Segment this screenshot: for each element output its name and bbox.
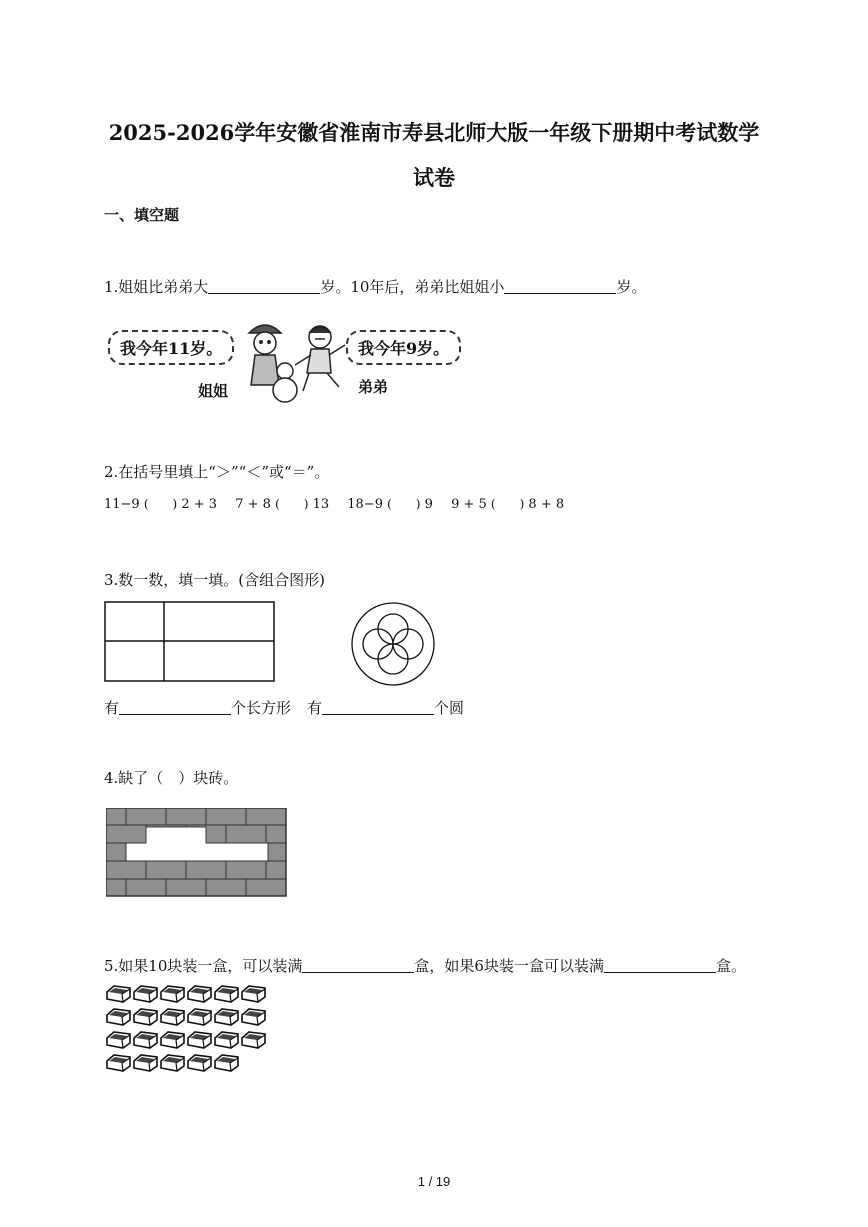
soap-bar-icon bbox=[107, 1009, 130, 1025]
rectangles-figure bbox=[104, 601, 276, 683]
page-number: 1 / 19 bbox=[417, 1174, 451, 1189]
answer-blank[interactable] bbox=[504, 278, 616, 294]
answer-blank[interactable] bbox=[302, 957, 414, 973]
soap-bar-icon bbox=[134, 986, 157, 1002]
question-5 bbox=[104, 955, 746, 976]
soap-bar-icon bbox=[188, 986, 211, 1002]
soap-bar-icon bbox=[188, 1055, 211, 1071]
soap-bar-icon bbox=[134, 1055, 157, 1071]
answer-blank[interactable] bbox=[208, 278, 320, 294]
compare-left: 9 + 5 bbox=[451, 497, 487, 512]
compare-left: 7 + 8 bbox=[235, 497, 271, 512]
soap-bar-icon bbox=[215, 986, 238, 1002]
soap-bar-icon bbox=[242, 986, 265, 1002]
soap-bar-icon bbox=[107, 1032, 130, 1048]
answer-blank[interactable] bbox=[322, 699, 434, 715]
soap-bar-icon bbox=[188, 1009, 211, 1025]
soap-bars-figure bbox=[104, 982, 279, 1074]
compare-right: 2 + 3 bbox=[181, 497, 218, 512]
soap-bar-icon bbox=[242, 1009, 265, 1025]
compare-right: 8 + 8 bbox=[528, 497, 565, 512]
compare-left: 11−9 bbox=[104, 497, 140, 512]
question-4: 4.缺了（ ）块砖。 bbox=[104, 769, 239, 787]
comparison-row bbox=[104, 495, 564, 512]
answer-paren[interactable]: ( ) bbox=[275, 497, 309, 511]
soap-bar-icon bbox=[134, 1009, 157, 1025]
soap-bar-icon bbox=[215, 1055, 238, 1071]
speech-bubble-sister: 我今年11岁。 bbox=[108, 330, 234, 365]
q1-text-c: 岁。 bbox=[616, 278, 647, 296]
q1-text-b: 岁。10年后，弟弟比姐姐小 bbox=[320, 278, 505, 296]
compare-right: 13 bbox=[312, 497, 330, 512]
q3-has-label: 有 bbox=[307, 699, 323, 717]
q5-text-b: 盒，如果6块装一盒可以装满 bbox=[414, 957, 604, 975]
soap-bar-icon bbox=[161, 1009, 184, 1025]
question-3: 3.数一数，填一填。(含组合图形) bbox=[104, 571, 326, 589]
soap-bar-icon bbox=[134, 1032, 157, 1048]
q3-circle-suffix: 个圆 bbox=[434, 699, 465, 717]
soap-bar-icon bbox=[161, 1055, 184, 1071]
label-brother: 弟弟 bbox=[358, 378, 389, 396]
soap-bar-icon bbox=[107, 1055, 130, 1071]
soap-bar-icon bbox=[161, 1032, 184, 1048]
answer-paren[interactable]: ( ) bbox=[490, 497, 525, 511]
soap-bar-icon bbox=[215, 1032, 238, 1048]
q5-text-a: 5.如果10块装一盒，可以装满 bbox=[104, 957, 303, 975]
answer-blank[interactable] bbox=[119, 699, 231, 715]
label-sister: 姐姐 bbox=[198, 382, 229, 400]
q1-text-a: 1.姐姐比弟弟大 bbox=[104, 278, 209, 296]
speech-bubble-brother: 我今年9岁。 bbox=[346, 330, 461, 365]
soap-bar-icon bbox=[215, 1009, 238, 1025]
doc-title-line2: 试卷 bbox=[413, 165, 455, 190]
answer-blank[interactable] bbox=[604, 957, 716, 973]
compare-left: 18−9 bbox=[347, 497, 383, 512]
question-2: 2.在括号里填上“＞”“＜”或“＝”。 bbox=[104, 463, 330, 481]
question-1 bbox=[104, 276, 646, 297]
children-snowman-illustration bbox=[235, 315, 355, 405]
answer-paren[interactable]: ( ) bbox=[387, 497, 421, 511]
section-heading: 一、填空题 bbox=[104, 206, 180, 224]
q3-rect-suffix: 个长方形 bbox=[231, 699, 292, 717]
q3-answer-line bbox=[104, 697, 464, 718]
doc-title-line1: 2025-2026学年安徽省淮南市寿县北师大版一年级下册期中考试数学 bbox=[108, 120, 760, 145]
answer-paren[interactable]: ( ) bbox=[143, 497, 178, 511]
compare-right: 9 bbox=[424, 497, 433, 512]
soap-bar-icon bbox=[242, 1032, 265, 1048]
q5-text-c: 盒。 bbox=[715, 957, 746, 975]
q3-has-label: 有 bbox=[104, 699, 120, 717]
brick-wall-figure bbox=[106, 808, 288, 898]
soap-bar-icon bbox=[161, 986, 184, 1002]
soap-bar-icon bbox=[188, 1032, 211, 1048]
circles-figure bbox=[350, 601, 436, 687]
soap-bar-icon bbox=[107, 986, 130, 1002]
